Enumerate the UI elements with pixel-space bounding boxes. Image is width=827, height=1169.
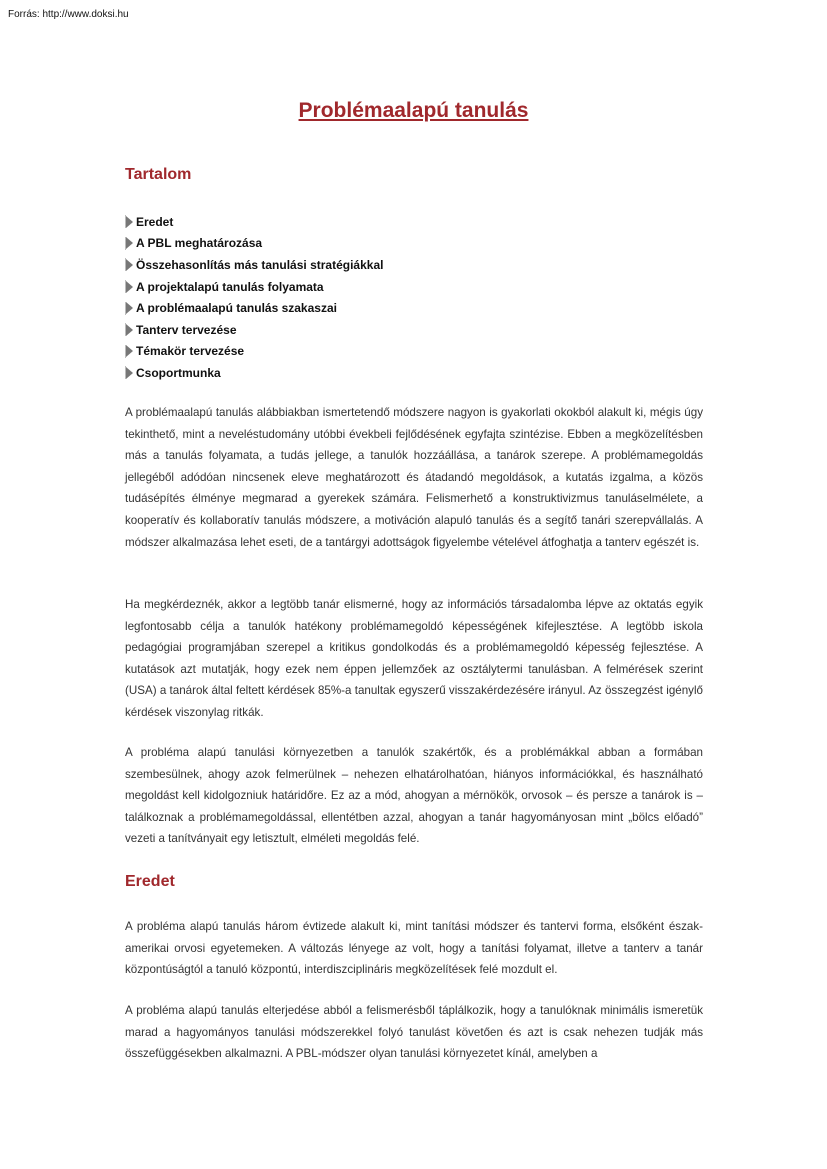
toc-item-label[interactable]: Témakör tervezése: [136, 344, 245, 359]
toc-item-comparison[interactable]: [125, 254, 703, 276]
table-of-contents: [125, 211, 703, 384]
toc-item-label[interactable]: Eredet: [136, 214, 174, 229]
intro-paragraph-2: Ha megkérdeznék, akkor a legtöbb tanár elismerné, hogy az információs társadalomba lépve az oktatás egyik legfontosabb célja a tanulók hatékony problémamegoldó képességének kifejlesztése. A legtöbb iskola pedagógiai programjában szerepel a kritikus gondolkodás és a problémamegoldó képesség fejlesztése. A kutatások azt mutatják, hogy ezek nem éppen jellemzőek az osztálytermi tanulásban. A felmérések szerint (USA) a tanárok által feltett kérdések 85%-a tanultak egyszerű visszakérdezésére irányul. Az összegzést igénylő kérdések viszonylag ritkák.: [125, 598, 703, 719]
toc-heading: Tartalom: [125, 166, 192, 183]
toc-item-groupwork[interactable]: [125, 362, 703, 384]
source-label: Forrás: http://www.doksi.hu: [8, 9, 129, 20]
toc-item-eredet[interactable]: [125, 211, 703, 233]
toc-item-pbl-definition[interactable]: [125, 233, 703, 255]
arrow-right-icon: [125, 323, 135, 336]
arrow-right-icon: [125, 237, 135, 250]
toc-item-topic-design[interactable]: [125, 341, 703, 363]
arrow-right-icon: [125, 280, 135, 293]
eredet-paragraph-2: A probléma alapú tanulás elterjedése abból a felismerésből táplálkozik, hogy a tanulóknak minimális ismeretük marad a hagyományos tanulási módszerekkel folyó tanulást követően és azt is csak nehezen tudják más összefüggésekben alkalmazni. A PBL-módszer olyan tanulási környezetet kínál, amelyben a: [125, 1004, 703, 1061]
toc-item-label[interactable]: A projektalapú tanulás folyamata: [136, 279, 324, 294]
arrow-right-icon: [125, 345, 135, 358]
toc-item-label[interactable]: Csoportmunka: [136, 365, 221, 380]
arrow-right-icon: [125, 215, 135, 228]
section-heading-eredet: Eredet: [125, 873, 175, 890]
intro-paragraph-3: A probléma alapú tanulási környezetben a tanulók szakértők, és a problémákkal abban a formában szembesülnek, ahogy azok felmerülnek – nehezen elhatárolhatóan, hiányos információkkal, és használható megoldást kell kidolgozniuk határidőre. Ez az a mód, ahogyan a mérnökök, orvosok – és persze a tanárok is – találkoznak a problémamegoldással, ellentétben azzal, ahogyan a tanár hagyományosan mint „bölcs előadó” vezeti a tanítványait egy letisztult, elméleti megoldás felé.: [125, 746, 703, 846]
arrow-right-icon: [125, 258, 135, 271]
arrow-right-icon: [125, 302, 135, 315]
toc-item-label[interactable]: A PBL meghatározása: [136, 236, 263, 251]
toc-item-project-process[interactable]: [125, 276, 703, 298]
toc-item-label[interactable]: Tanterv tervezése: [136, 322, 237, 337]
arrow-right-icon: [125, 366, 135, 379]
toc-item-curriculum-design[interactable]: [125, 319, 703, 341]
eredet-paragraph-1: A probléma alapú tanulás három évtizede alakult ki, mint tanítási módszer és tantervi forma, elsőként észak-amerikai orvosi egyetemeken. A változás lényege az volt, hogy a tanítási folyamat, illetve a tanterv a tanár központúságtól a tanuló központú, interdiszciplináris megközelítések felé mozdult el.: [125, 920, 703, 977]
page-title: Problémaalapú tanulás: [298, 99, 529, 122]
toc-item-label[interactable]: Összehasonlítás más tanulási stratégiákkal: [136, 257, 384, 272]
toc-item-label[interactable]: A problémaalapú tanulás szakaszai: [136, 301, 337, 316]
intro-paragraph-1: A problémaalapú tanulás alábbiakban ismertetendő módszere nagyon is gyakorlati okokból alakult ki, mégis úgy tekinthető, mint a neveléstudomány utóbbi évekbeli fejlődésének egyfajta szintézise. Ebben a megközelítésben más a tanulás folyamata, a tudás jellege, a tanulók hozzáállása, a tanárok szerepe. A problémamegoldás jellegéből adódóan nincsenek eleve meghatározott és átadandó megoldások, a kutatás izgalma, a közös tudásépítés élménye megmarad a gyerekek számára. Felismerhető a konstruktivizmus tanuláselmélete, a kooperatív és kollaboratív tanulás módszere, a motiváción alapuló tanulás és a segítő tanári szerepvállalás. A módszer alkalmazása lehet eseti, de a tantárgyi adottságok figyelembe vételével átfoghatja a tanterv egészét is.: [125, 406, 703, 549]
toc-item-pbl-stages[interactable]: [125, 297, 703, 319]
